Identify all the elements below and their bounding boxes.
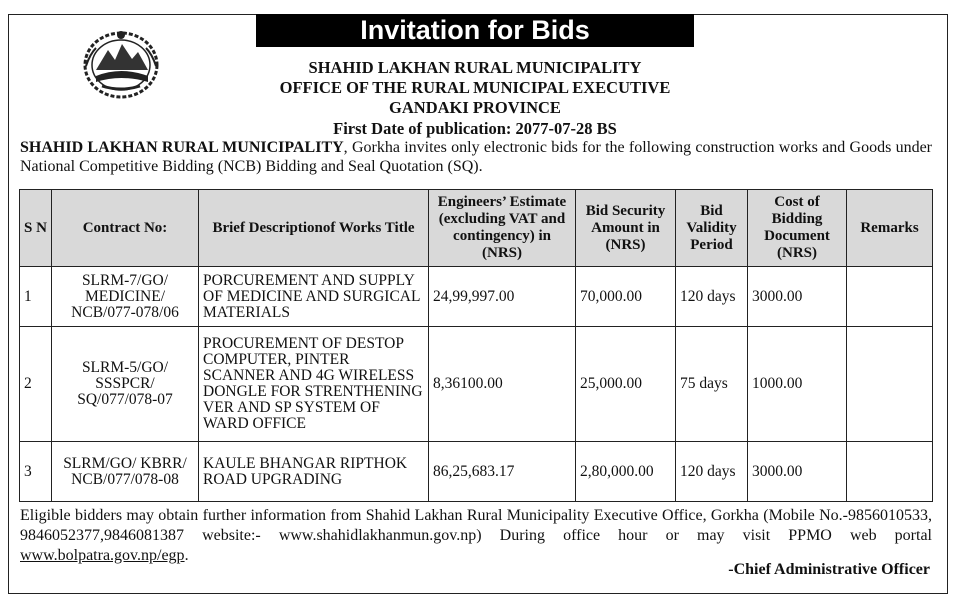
intro-org: SHAHID LAKHAN RURAL MUNICIPALITY: [20, 139, 344, 156]
cell-estimate: 8,36100.00: [429, 327, 576, 442]
office-name: OFFICE OF THE RURAL MUNICIPAL EXECUTIVE: [279, 78, 671, 97]
nepal-emblem-icon: [82, 26, 160, 100]
cell-contract: SLRM-5/GO/ SSSPCR/ SQ/077/078-07: [52, 327, 199, 442]
cell-contract: SLRM-7/GO/ MEDICINE/ NCB/077-078/06: [52, 267, 199, 327]
col-cost: Cost of Bidding Document (NRS): [748, 190, 847, 267]
cell-validity: 120 days: [676, 442, 748, 502]
col-security: Bid Security Amount in (NRS): [576, 190, 676, 267]
notice-banner: Invitation for Bids: [256, 14, 694, 47]
cell-security: 70,000.00: [576, 267, 676, 327]
col-validity: Bid Validity Period: [676, 190, 748, 267]
cell-sn: 1: [20, 267, 52, 327]
col-contract: Contract No:: [52, 190, 199, 267]
col-estimate: Engineers’ Estimate (excluding VAT and contingency) in (NRS): [429, 190, 576, 267]
table-row: [20, 267, 933, 327]
municipality-name: SHAHID LAKHAN RURAL MUNICIPALITY: [308, 58, 642, 77]
cell-estimate: 86,25,683.17: [429, 442, 576, 502]
cell-security: 25,000.00: [576, 327, 676, 442]
ppmo-portal-link[interactable]: www.bolpatra.gov.np/egp: [20, 547, 185, 564]
footer-paragraph: [20, 506, 932, 566]
intro-text: , Gorkha invites only electronic bids for the following construction works and Goods under National Competitive Bidding (NCB) Bidding and Seal Quotation (SQ).: [20, 139, 932, 175]
footer-end: .: [184, 547, 189, 564]
cell-cost: 3000.00: [748, 267, 847, 327]
cell-remarks: [847, 442, 933, 502]
cell-contract: SLRM/GO/ KBRR/ NCB/077/078-08: [52, 442, 199, 502]
cell-description: PORCUREMENT AND SUPPLY OF MEDICINE AND SURGICAL MATERIALS: [199, 267, 429, 327]
signature: -Chief Administrative Officer: [728, 561, 930, 578]
cell-cost: 1000.00: [748, 327, 847, 442]
intro-paragraph: [20, 138, 932, 176]
cell-remarks: [847, 327, 933, 442]
footer-text: Eligible bidders may obtain further information from Shahid Lakhan Rural Municipality Executive Office, Gorkha (Mobile No.-9856010533, 9846052377,9846081387 website:- www.shahidlakhanmun.gov.np) During office hour or may visit PPMO web portal: [20, 507, 932, 544]
col-description: Brief Descriptionof Works Title: [199, 190, 429, 267]
cell-cost: 3000.00: [748, 442, 847, 502]
cell-security: 2,80,000.00: [576, 442, 676, 502]
cell-remarks: [847, 267, 933, 327]
cell-description: KAULE BHANGAR RIPTHOK ROAD UPGRADING: [199, 442, 429, 502]
bids-table: [19, 189, 933, 502]
cell-description: PROCUREMENT OF DESTOP COMPUTER, PINTER SCANNER AND 4G WIRELESS DONGLE FOR STRENTHENING VER AND SP SYSTEM OF WARD OFFICE: [199, 327, 429, 442]
cell-validity: 120 days: [676, 267, 748, 327]
table-row: [20, 327, 933, 442]
cell-estimate: 24,99,997.00: [429, 267, 576, 327]
publication-date: First Date of publication: 2077-07-28 BS: [333, 119, 617, 138]
cell-validity: 75 days: [676, 327, 748, 442]
col-remarks: Remarks: [847, 190, 933, 267]
province-name: GANDAKI PROVINCE: [389, 98, 561, 117]
cell-sn: 2: [20, 327, 52, 442]
col-sn: S N: [20, 190, 52, 267]
cell-sn: 3: [20, 442, 52, 502]
table-row: [20, 442, 933, 502]
table-header-row: [20, 190, 933, 267]
